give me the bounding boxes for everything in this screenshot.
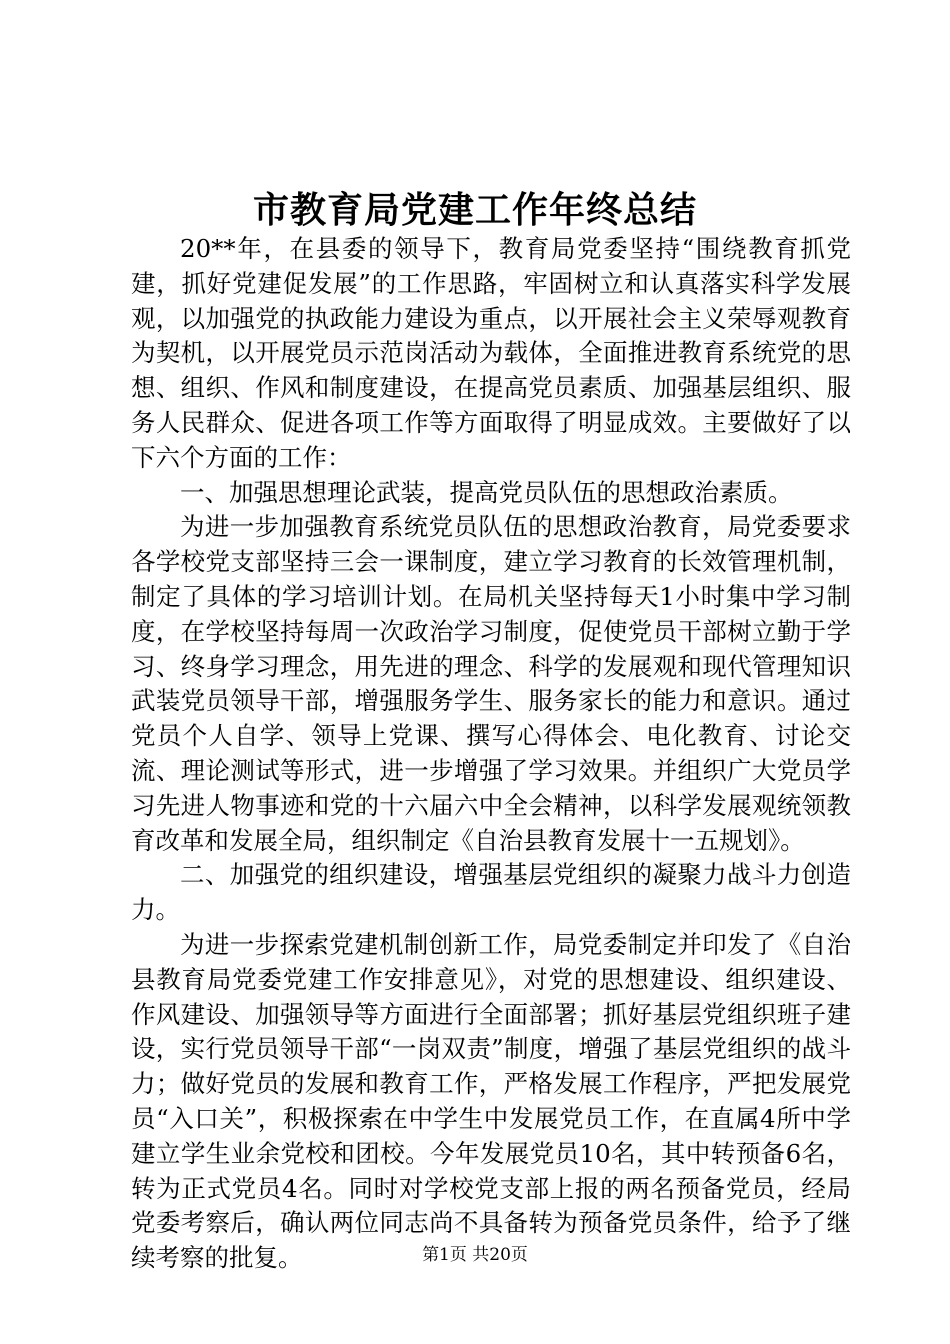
document-title: 市教育局党建工作年终总结 — [252, 189, 697, 231]
page-footer: 第1页 共20页 — [422, 1245, 528, 1265]
section-heading-2: 二、加强党的组织建设，增强基层党组织的凝聚力战斗力创造力。 — [131, 860, 851, 925]
paragraph-intro: 20**年，在县委的领导下，教育局党委坚持“围绕教育抓党建，抓好党建促发展”的工作思路，牢固树立和认真落实科学发展观，以加强党的执政能力建设为重点，以开展社会主义荣辱观教育为契机，以开展党员示范岗活动为载体，全面推进教育系统党的思想、组织、作风和制度建设，在提高党员素质、加强基层组织、服务人民群众、促进各项工作等方面取得了明显成效。主要做好了以下六个方面的工作： — [131, 234, 851, 472]
section-heading-1: 一、加强思想理论武装，提高党员队伍的思想政治素质。 — [180, 477, 793, 507]
paragraph-section-1: 为进一步加强教育系统党员队伍的思想政治教育，局党委要求各学校党支部坚持三会一课制度，建立学习教育的长效管理机制，制定了具体的学习培训计划。在局机关坚持每天1小时集中学习制度，在学校坚持每周一次政治学习制度，促使党员干部树立勤于学习、终身学习理念，用先进的理念、科学的发展观和现代管理知识武装党员领导干部，增强服务学生、服务家长的能力和意识。通过党员个人自学、领导上党课、撰写心得体会、电化教育、讨论交流、理论测试等形式，进一步增强了学习效果。并组织广大党员学习先进人物事迹和党的十六届六中全会精神，以科学发展观统领教育改革和发展全局，组织制定《自治县教育发展十一五规划》。 — [131, 512, 851, 855]
paragraph-section-2: 为进一步探索党建机制创新工作，局党委制定并印发了《自治县教育局党委党建工作安排意见》，对党的思想建设、组织建设、作风建设、加强领导等方面进行全面部署；抓好基层党组织班子建设，实行党员领导干部“一岗双责”制度，增强了基层党组织的战斗力；做好党员的发展和教育工作，严格发展工作程序，严把发展党员“入口关”，积极探索在中学生中发展党员工作，在直属4所中学建立学生业余党校和团校。今年发展党员10名，其中转预备6名，转为正式党员4名。同时对学校党支部上报的两名预备党员，经局党委考察后，确认两位同志尚不具备转为预备党员条件，给予了继续考察的批复。 — [131, 929, 851, 1273]
document-body — [131, 232, 851, 1276]
